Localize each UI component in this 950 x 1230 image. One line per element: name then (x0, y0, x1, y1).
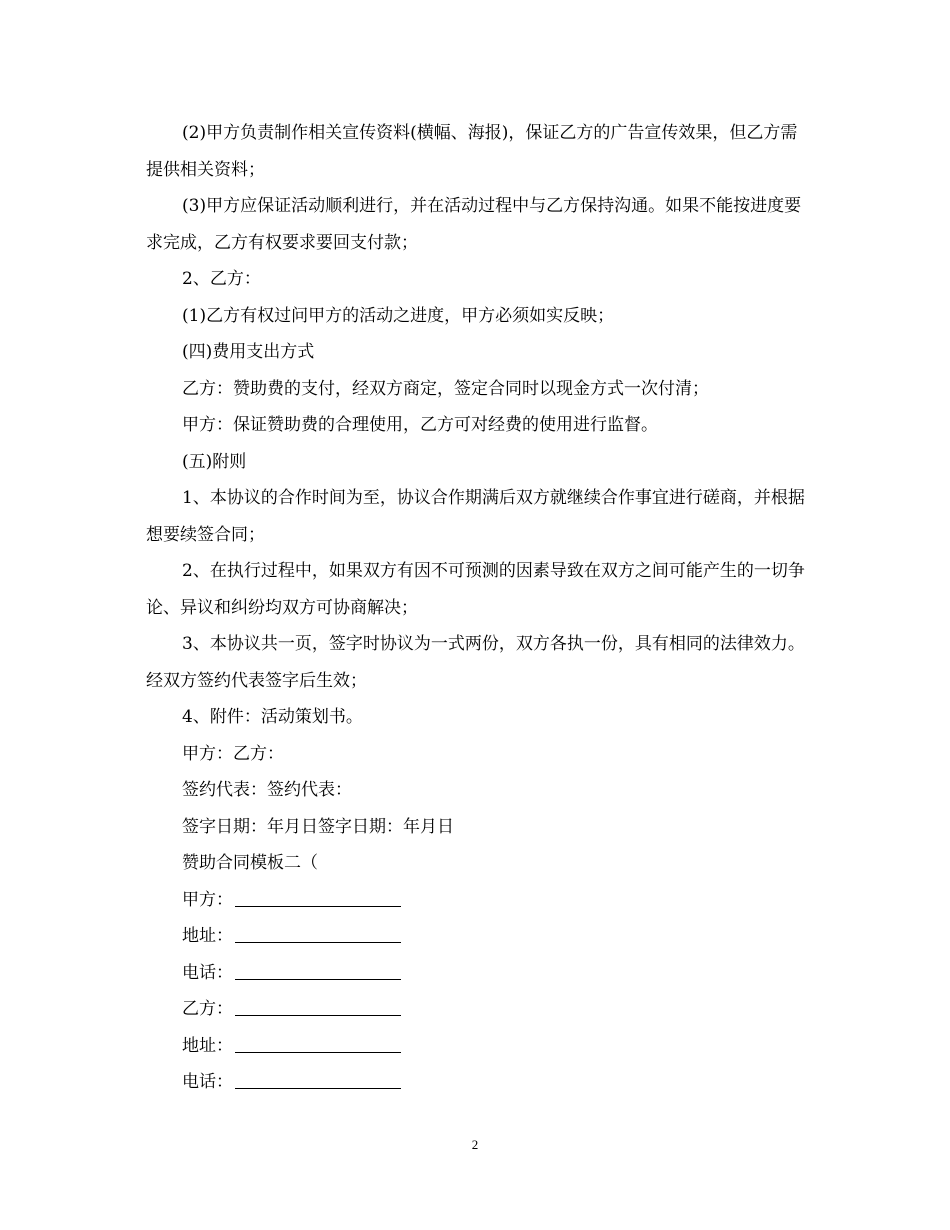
section-heading-appendix: (五)附则 (182, 451, 247, 472)
blank-line (235, 959, 401, 980)
field-address-a (146, 918, 806, 955)
signature-parties: 甲方：乙方： (182, 743, 284, 764)
field-label: 电话： (182, 1072, 233, 1092)
page-number: 2 (471, 1137, 479, 1152)
section-heading-expenses: (四)费用支出方式 (182, 342, 315, 362)
field-party-a (146, 882, 806, 919)
signature-representatives: 签约代表：签约代表： (182, 780, 352, 800)
paragraph-appendix-2: 2、在执行过程中，如果双方有因不可预测的因素导致在双方之间可能产生的一切争论、异议和纠纷均双方可协商解决； (146, 561, 805, 618)
paragraph-appendix-4: 4、附件：活动策划书。 (182, 707, 363, 727)
field-phone-b (146, 1064, 806, 1101)
paragraph-clause-2: (2)甲方负责制作相关宣传资料(横幅、海报)，保证乙方的广告宣传效果，但乙方需提供相关资料； (146, 123, 798, 180)
paragraph-party-a-usage: 甲方：保证赞助费的合理使用，乙方可对经费的使用进行监督。 (182, 415, 658, 435)
paragraph-appendix-1: 1、本协议的合作时间为至，协议合作期满后双方就继续合作事宜进行磋商，并根据想要续签合同； (146, 488, 805, 545)
blank-line (235, 1068, 401, 1089)
paragraph-appendix-3: 3、本协议共一页，签字时协议为一式两份，双方各执一份，具有相同的法律效力。经双方签约代表签字后生效； (146, 634, 805, 691)
paragraph-party-b-clause-1: (1)乙方有权过问甲方的活动之进度，甲方必须如实反映； (182, 305, 615, 326)
field-label: 地址： (182, 926, 233, 946)
field-phone-a (146, 955, 806, 992)
field-party-b (146, 991, 806, 1028)
document-body (146, 115, 806, 1101)
field-label: 地址： (182, 1035, 233, 1056)
blank-line (235, 922, 401, 943)
field-label: 电话： (182, 962, 233, 983)
paragraph-party-b-payment: 乙方：赞助费的支付，经双方商定，签定合同时以现金方式一次付清； (182, 378, 709, 399)
blank-line (235, 886, 401, 907)
blank-line (235, 1032, 401, 1053)
paragraph-party-b-heading: 2、乙方： (182, 269, 261, 289)
blank-line (235, 995, 401, 1016)
field-label: 乙方： (182, 999, 233, 1019)
paragraph-clause-3: (3)甲方应保证活动顺利进行，并在活动过程中与乙方保持沟通。如果不能按进度要求完成，乙方有权要求要回支付款； (146, 196, 802, 253)
signature-dates: 签字日期：年月日签字日期：年月日 (182, 816, 454, 837)
template-two-title: 赞助合同模板二（ (182, 853, 318, 873)
field-label: 甲方： (182, 889, 233, 910)
field-address-b (146, 1028, 806, 1065)
